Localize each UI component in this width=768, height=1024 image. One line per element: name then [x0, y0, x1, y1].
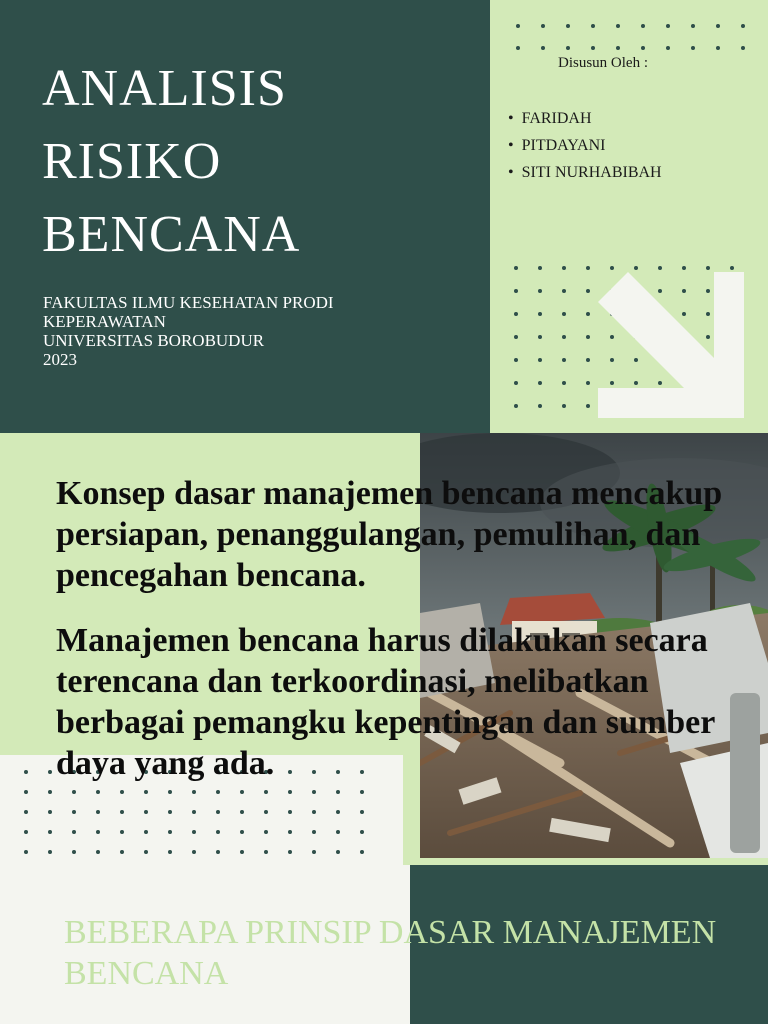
authors-heading: Disusun Oleh :	[558, 55, 648, 71]
content-paragraph	[56, 473, 768, 596]
faculty-year: 2023	[43, 350, 77, 369]
faculty-info	[43, 293, 334, 369]
content-line: pencegahan bencana.	[56, 557, 366, 594]
title-line: ANALISIS	[42, 60, 287, 117]
content-line: Manajemen bencana harus dilakukan secara	[56, 622, 708, 659]
author-item: • SITI NURHABIBAH	[508, 159, 662, 186]
principles-line: BENCANA	[64, 955, 229, 992]
author-item: • PITDAYANI	[508, 132, 662, 159]
content-line: daya yang ada.	[56, 745, 275, 782]
content-line: terencana dan terkoordinasi, melibatkan	[56, 663, 649, 700]
principles-heading	[64, 912, 716, 994]
authors-list	[508, 105, 662, 186]
content-line: Konsep dasar manajemen bencana mencakup	[56, 475, 723, 512]
faculty-line: KEPERAWATAN	[43, 312, 166, 331]
principles-line: BEBERAPA PRINSIP DASAR MANAJEMEN	[64, 914, 717, 951]
title-line: BENCANA	[42, 206, 301, 263]
title-line: RISIKO	[42, 133, 222, 190]
presentation-title	[42, 52, 300, 271]
content-paragraph	[56, 620, 768, 784]
author-item: • FARIDAH	[508, 105, 662, 132]
faculty-line: UNIVERSITAS BOROBUDUR	[43, 331, 265, 350]
faculty-line: FAKULTAS ILMU KESEHATAN PRODI	[43, 293, 334, 312]
content-line: persiapan, penanggulangan, pemulihan, dan	[56, 516, 701, 553]
arrow-down-right-icon	[598, 272, 744, 418]
photo-bottom-strip	[420, 858, 768, 865]
content-body	[56, 473, 768, 808]
content-line: berbagai pemangku kepentingan dan sumber	[56, 704, 716, 741]
